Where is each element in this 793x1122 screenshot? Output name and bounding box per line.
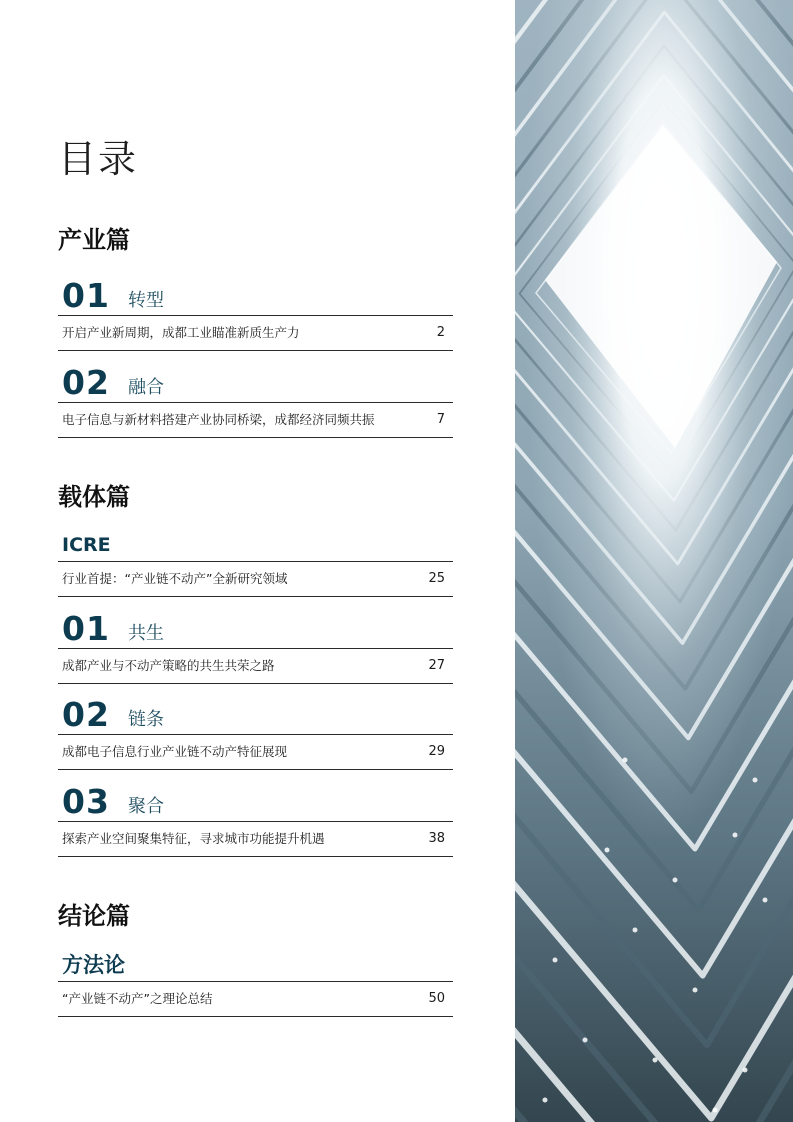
- ceiling-light: [583, 1038, 588, 1043]
- toc-entry-carrier-01[interactable]: [58, 648, 453, 684]
- ceiling-light: [623, 758, 628, 763]
- ceiling-light: [653, 1058, 658, 1063]
- chapter-number: 02: [62, 363, 110, 402]
- chapter-label: 融合: [128, 377, 164, 398]
- ceiling-light: [763, 898, 768, 903]
- entry-page-number: 38: [428, 831, 445, 846]
- ceiling-light: [693, 988, 698, 993]
- toc-entry-icre[interactable]: [58, 561, 453, 597]
- entry-title: 成都电子信息行业产业链不动产特征展现: [62, 744, 288, 759]
- chapter-label: 共生: [128, 623, 164, 644]
- entry-page-number: 27: [428, 658, 445, 673]
- entry-title: 成都产业与不动产策略的共生共荣之路: [62, 658, 275, 673]
- ceiling-light: [753, 778, 758, 783]
- toc-entry-carrier-03[interactable]: [58, 821, 453, 857]
- section-heading-methodology: 方法论: [62, 953, 125, 977]
- ceiling-light: [605, 848, 610, 853]
- part-title-industry: 产业篇: [58, 226, 130, 254]
- entry-title: 探索产业空间聚集特征，寻求城市功能提升机遇: [62, 831, 325, 846]
- atrium-photo: [515, 0, 793, 1122]
- entry-page-number: 7: [436, 412, 445, 427]
- ceiling-light: [673, 878, 678, 883]
- ceiling-light: [633, 928, 638, 933]
- part-title-conclusion: 结论篇: [58, 902, 130, 930]
- chapter-label: 链条: [128, 709, 164, 730]
- part-title-carrier: 载体篇: [58, 483, 130, 511]
- entry-page-number: 29: [428, 744, 445, 759]
- chapter-number: 01: [62, 276, 110, 315]
- toc-entry-industry-02[interactable]: [58, 402, 453, 438]
- entry-page-number: 25: [428, 571, 445, 586]
- atrium-photo-drawing: [515, 0, 793, 1122]
- table-of-contents: [58, 0, 454, 1122]
- ceiling-light: [743, 1068, 748, 1073]
- ceiling-light: [713, 1108, 718, 1113]
- page-title: 目录: [58, 137, 139, 181]
- entry-page-number: 2: [436, 325, 445, 340]
- chapter-number: 03: [62, 782, 110, 821]
- chapter-number: 02: [62, 695, 110, 734]
- entry-title: “产业链不动产”之理论总结: [62, 991, 213, 1006]
- entry-title: 电子信息与新材料搭建产业协同桥梁，成都经济同频共振: [62, 412, 375, 427]
- entry-title: 行业首提：“产业链不动产”全新研究领域: [62, 571, 288, 586]
- entry-page-number: 50: [428, 991, 445, 1006]
- chapter-label: 转型: [128, 290, 164, 311]
- ceiling-light: [543, 1098, 548, 1103]
- entry-title: 开启产业新周期，成都工业瞄准新质生产力: [62, 325, 300, 340]
- chapter-number: 01: [62, 609, 110, 648]
- ceiling-light: [733, 833, 738, 838]
- toc-entry-industry-01[interactable]: [58, 315, 453, 351]
- section-heading-icre: ICRE: [62, 534, 111, 556]
- toc-entry-methodology[interactable]: [58, 981, 453, 1017]
- ceiling-light: [553, 958, 558, 963]
- toc-entry-carrier-02[interactable]: [58, 734, 453, 770]
- chapter-label: 聚合: [128, 796, 164, 817]
